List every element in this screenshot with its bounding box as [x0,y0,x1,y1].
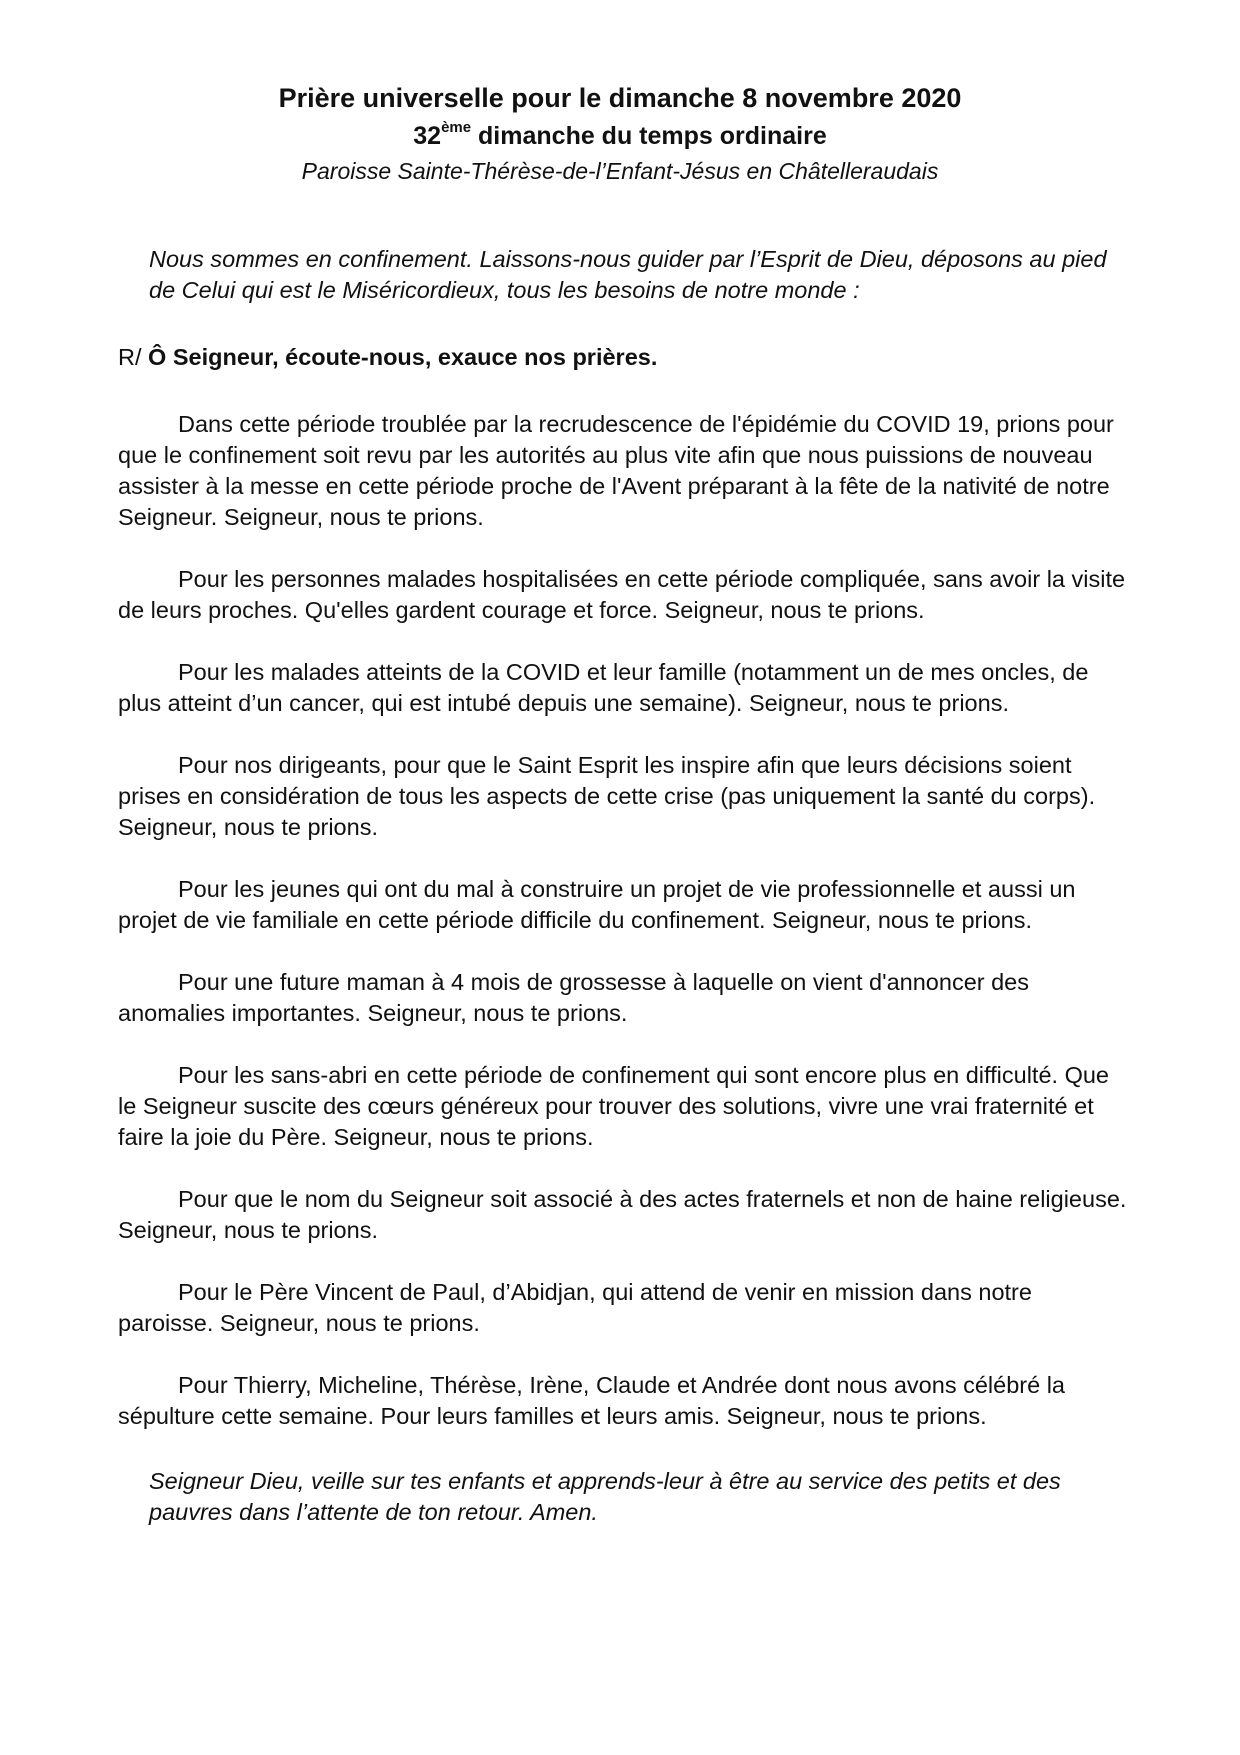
refrain-prefix: R/ [118,344,149,370]
intention-paragraph: Pour une future maman à 4 mois de grossesse à laquelle on vient d'annoncer des anomalies importantes. Seigneur, nous te prions. [118,969,1030,1026]
document-title: Prière universelle pour le dimanche 8 novembre 2020 [278,83,962,113]
parish-name: Paroisse Sainte-Thérèse-de-l’Enfant-Jésus en Châtelleraudais [301,158,939,184]
subtitle-superscript: ème [441,119,472,136]
intention-paragraph: Pour les jeunes qui ont du mal à construire un projet de vie professionnelle et aussi un projet de vie familiale en cette période difficile du confinement. Seigneur, nous te prions. [118,876,1076,933]
intention-paragraph: Pour le Père Vincent de Paul, d’Abidjan, qui attend de venir en mission dans notre paroisse. Seigneur, nous te prions. [118,1279,1032,1336]
document-body [118,244,1128,1528]
refrain-text: Ô Seigneur, écoute-nous, exauce nos prières. [148,344,658,370]
intention-paragraph: Pour que le nom du Seigneur soit associé à des actes fraternels et non de haine religieuse. Seigneur, nous te prions. [118,1186,1127,1243]
subtitle-text: dimanche du temps ordinaire [471,122,827,150]
intention-paragraph: Pour Thierry, Micheline, Thérèse, Irène, Claude et Andrée dont nous avons célébré la sépulture cette semaine. Pour leurs familles et leurs amis. Seigneur, nous te prions. [118,1372,1065,1429]
intention-paragraph: Dans cette période troublée par la recrudescence de l'épidémie du COVID 19, prions pour que le confinement soit revu par les autorités au plus vite afin que nous puissions de nouveau assister à la messe en cette période proche de l'Avent préparant à la fête de la nativité de notre Seigneur. Seigneur, nous te prions. [118,411,1114,530]
refrain [118,342,1128,373]
intention-paragraph: Pour nos dirigeants, pour que le Saint Esprit les inspire afin que leurs décisions soient prises en considération de tous les aspects de cette crise (pas uniquement la santé du corps). Seigneur, nous te prions. [118,752,1096,840]
subtitle-number: 32 [413,122,442,150]
intention-paragraph: Pour les sans-abri en cette période de confinement qui sont encore plus en difficulté. Que le Seigneur suscite des cœurs généreux pour trouver des solutions, vivre une vrai fraternité et faire la joie du Père. Seigneur, nous te prions. [118,1062,1109,1150]
intention-paragraph: Pour les personnes malades hospitalisées en cette période compliquée, sans avoir la visite de leurs proches. Qu'elles gardent courage et force. Seigneur, nous te prions. [118,566,1126,623]
intro-paragraph: Nous sommes en confinement. Laissons-nous guider par l’Esprit de Dieu, déposons au pied de Celui qui est le Miséricordieux, tous les besoins de notre monde : [149,246,1107,303]
intention-paragraph: Pour les malades atteints de la COVID et leur famille (notamment un de mes oncles, de plus atteint d’un cancer, qui est intubé depuis une semaine). Seigneur, nous te prions. [118,659,1089,716]
document-subtitle [0,118,1240,154]
document-header [0,78,1240,188]
conclusion-paragraph: Seigneur Dieu, veille sur tes enfants et apprends-leur à être au service des petits et des pauvres dans l’attente de ton retour. Amen. [149,1468,1061,1525]
